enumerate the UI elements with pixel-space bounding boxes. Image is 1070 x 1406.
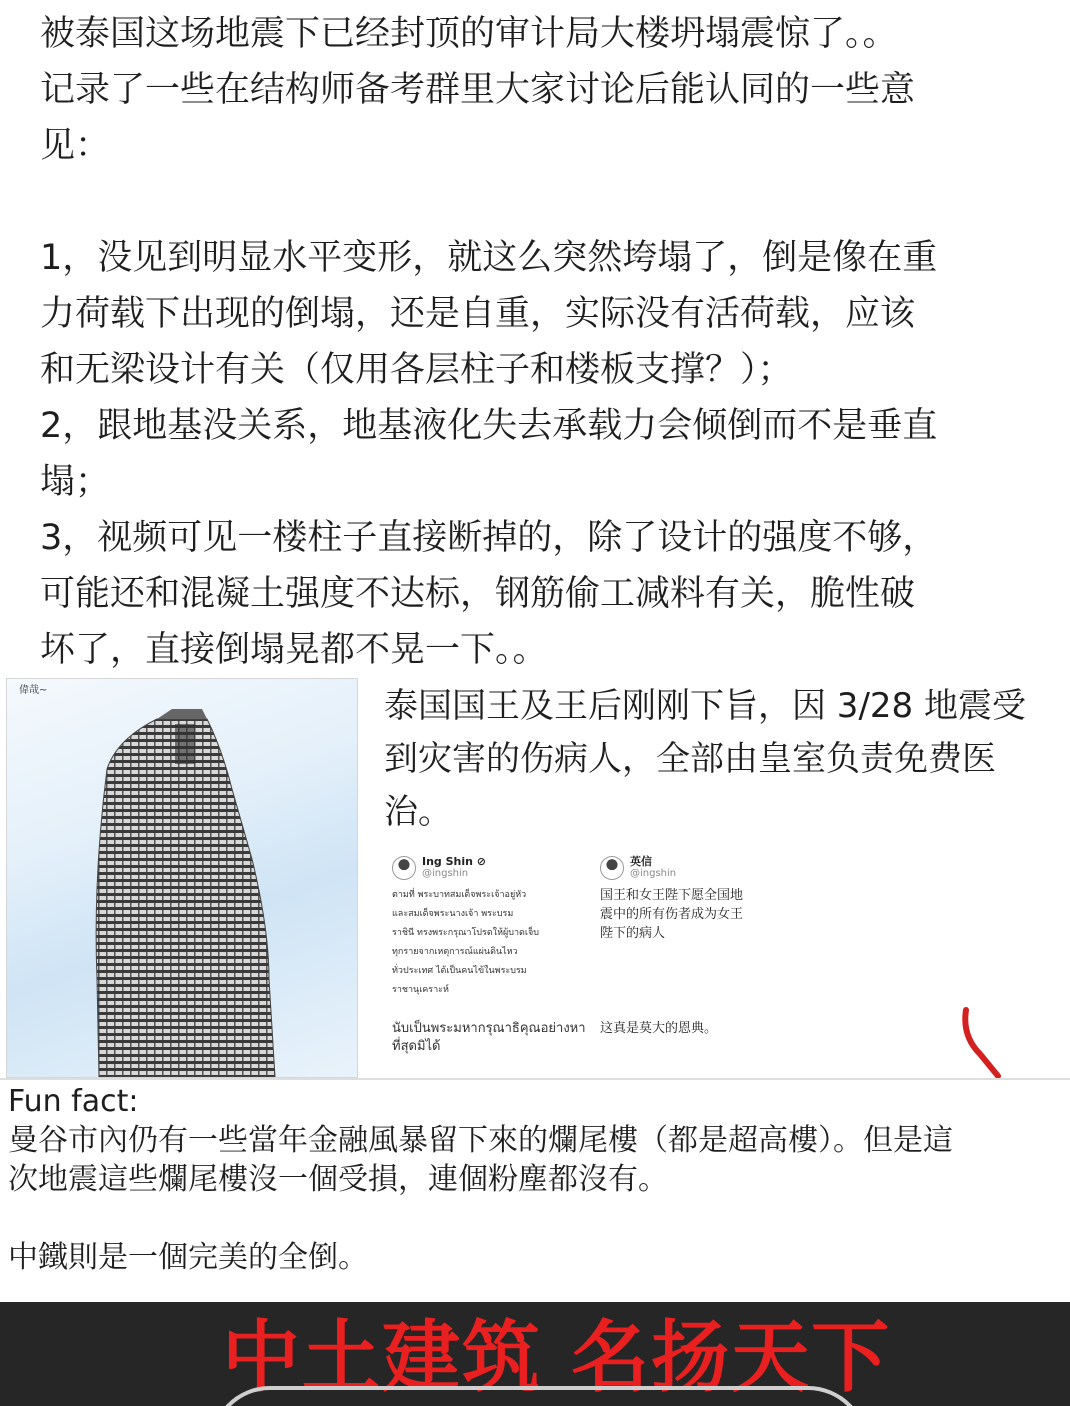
image-caption: 偉哉~ (19, 685, 48, 696)
news-line: 泰国国王及王后刚刚下旨，因 3/28 地震受 (384, 686, 1026, 726)
tweet-author: 英信 (630, 855, 652, 868)
opinion-post (40, 6, 1040, 678)
fun-fact-title: Fun fact: (8, 1084, 139, 1119)
tweet-footer: นับเป็นพระมหากรุณาธิคุณอย่างหา ที่สุดมิได้ (392, 1021, 586, 1054)
banner (0, 1302, 1070, 1406)
point-line: 2，跟地基没关系，地基液化失去承载力会倾倒而不是垂直 (40, 406, 938, 446)
tweet-handle: @ingshin (630, 868, 677, 879)
point-line: 1，没见到明显水平变形，就这么突然垮塌了，倒是像在重 (40, 238, 938, 278)
point-line: 可能还和混凝土强度不达标，钢筋偷工减料有关，脆性破 (40, 574, 916, 614)
point-line: 3，视频可见一楼柱子直接断掉的，除了设计的强度不够， (40, 518, 938, 558)
unfinished-tower-illustration (7, 679, 357, 1077)
point-line: 和无梁设计有关（仅用各层柱子和楼板支撑？）； (40, 350, 793, 390)
fun-fact-post (8, 1082, 1068, 1277)
news-line: 治。 (384, 792, 452, 832)
fun-fact-line: 曼谷市內仍有一些當年金融風暴留下來的爛尾樓（都是超高樓）。但是這 (8, 1123, 953, 1158)
fun-fact-line: 中鐵則是一個完美的全倒。 (8, 1240, 368, 1275)
banner-text: 中土建筑 名扬天下 (222, 1313, 892, 1403)
tweet-handle: @ingshin (422, 868, 469, 879)
intro-line: 记录了一些在结构师备考群里大家讨论后能认同的一些意 (40, 70, 916, 110)
tweet-body: 国王和女王陛下愿全国地 震中的所有伤者成为女王 陛下的病人 (600, 888, 744, 941)
banner-arc (210, 1386, 868, 1406)
tweet-footer: 这真是莫大的恩典。 (600, 1021, 718, 1036)
intro-line: 见： (40, 126, 111, 166)
point-line: 力荷载下出现的倒塌，还是自重，实际没有活荷载，应该 (40, 294, 916, 334)
tweet-author: Ing Shin ⊘ (422, 855, 487, 868)
avatar (600, 856, 624, 880)
tweet-body: ตามที่ พระบาทสมเด็จพระเจ้าอยู่หัว และสมเด็จพระนางเจ้า พระบรม ราชินี ทรงพระกรุณาโปรดให้ผู้บาดเจ็บ ทุกรายจากเหตุการณ์แผ่นดินไหว ทั่วประเทศ ได้เป็นคนไข้ในพระบรม ราชานุเคราะห์ (392, 890, 539, 995)
tweet-thai (392, 855, 586, 1054)
red-pen-mark-icon (958, 1006, 1008, 1078)
tower-photo (6, 678, 358, 1078)
news-line: 到灾害的伤病人，全部由皇室负责免费医 (384, 739, 996, 779)
intro-line: 被泰国这场地震下已经封顶的审计局大楼坍塌震惊了。。 (40, 14, 898, 54)
tweet-chinese (600, 855, 800, 1036)
royal-news (384, 680, 1070, 839)
fun-fact-line: 次地震這些爛尾樓沒一個受損，連個粉塵都沒有。 (8, 1162, 668, 1197)
point-line: 塌； (40, 462, 111, 502)
section-divider (0, 1078, 1070, 1080)
point-line: 坏了，直接倒塌晃都不晃一下。。 (40, 630, 548, 670)
avatar (392, 856, 416, 880)
